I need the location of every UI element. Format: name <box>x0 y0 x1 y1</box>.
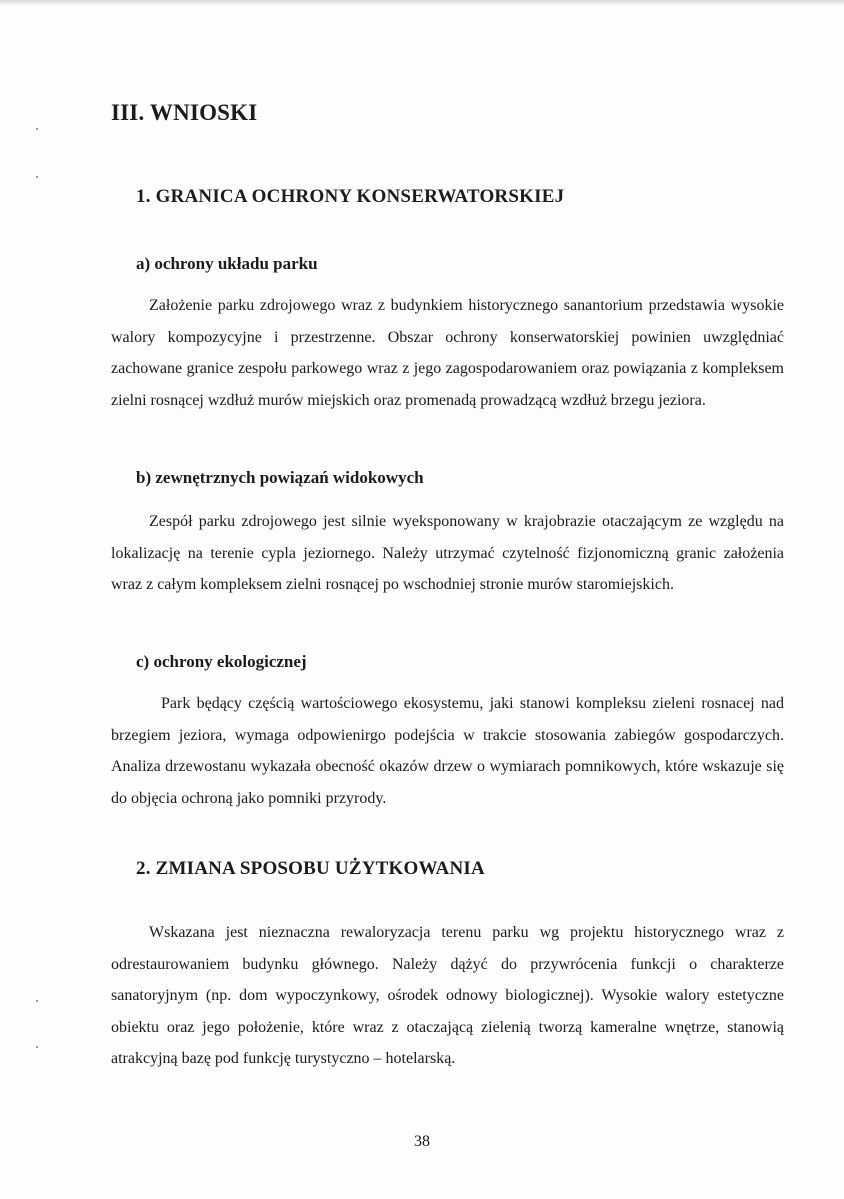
scan-edge <box>0 0 844 6</box>
section-heading-1: 1. GRANICA OCHRONY KONSERWATORSKIEJ <box>136 186 565 207</box>
paragraph-c: Park będący częścią wartościowego ekosystemu, jaki stanowi kompleksu zieleni rosnacej nad brzegiem jeziora, wymaga odpowienirgo podejścia w trakcie stosowania zabiegów gospodarczych. Analiza drzewostanu wykazała obecność okazów drzew o wymiarach pomnikowych, które wskazuje się do objęcia ochroną jako pomniki przyrody. <box>111 695 784 807</box>
scan-speck <box>36 128 38 130</box>
page-number: 38 <box>414 1133 430 1150</box>
paragraph-2: Wskazana jest nieznaczna rewaloryzacja terenu parku wg projektu historycznego wraz z odrestaurowaniem budynku głównego. Należy dążyć do przywrócenia funkcji o charakterze sanatoryjnym (np. dom wypoczynkowy, ośrodek odnowy biologicznej). Wysokie walory estetyczne obiektu oraz jego położenie, które wraz z otaczającą zielenią tworzą kameralne wnętrze, stanowią atrakcyjną bazę pod funkcję turystyczno – hotelarską. <box>111 924 784 1067</box>
section-heading-2: 2. ZMIANA SPOSOBU UŻYTKOWANIA <box>136 858 485 879</box>
subsection-heading-c: c) ochrony ekologicznej <box>136 652 307 671</box>
subsection-heading-b: b) zewnętrznych powiązań widokowych <box>136 468 424 487</box>
paragraph-b: Zespół parku zdrojowego jest silnie wyeksponowany w krajobrazie otaczającym ze względu na lokalizację na terenie cypla jeziornego. Należy utrzymać czytelność fizjonomiczną granic założenia wraz z całym kompleksem zielni rosnącej po wschodniej stronie murów staromiejskich. <box>111 513 784 593</box>
main-heading: III. WNIOSKI <box>111 100 258 125</box>
subsection-heading-a: a) ochrony układu parku <box>136 254 318 273</box>
paragraph-a: Założenie parku zdrojowego wraz z budynkiem historycznego sanantorium przedstawia wysokie walory kompozycyjne i przestrzenne. Obszar ochrony konserwatorskiej powinien uwzględniać zachowane granice zespołu parkowego wraz z jego zagospodarowaniem oraz powiązania z kompleksem zielni rosnącej wzdłuż murów miejskich oraz promenadą prowadzącą wzdłuż brzegu jeziora. <box>111 297 784 409</box>
scan-speck <box>36 176 38 178</box>
scan-speck <box>36 1000 38 1002</box>
scan-speck <box>36 1046 38 1048</box>
